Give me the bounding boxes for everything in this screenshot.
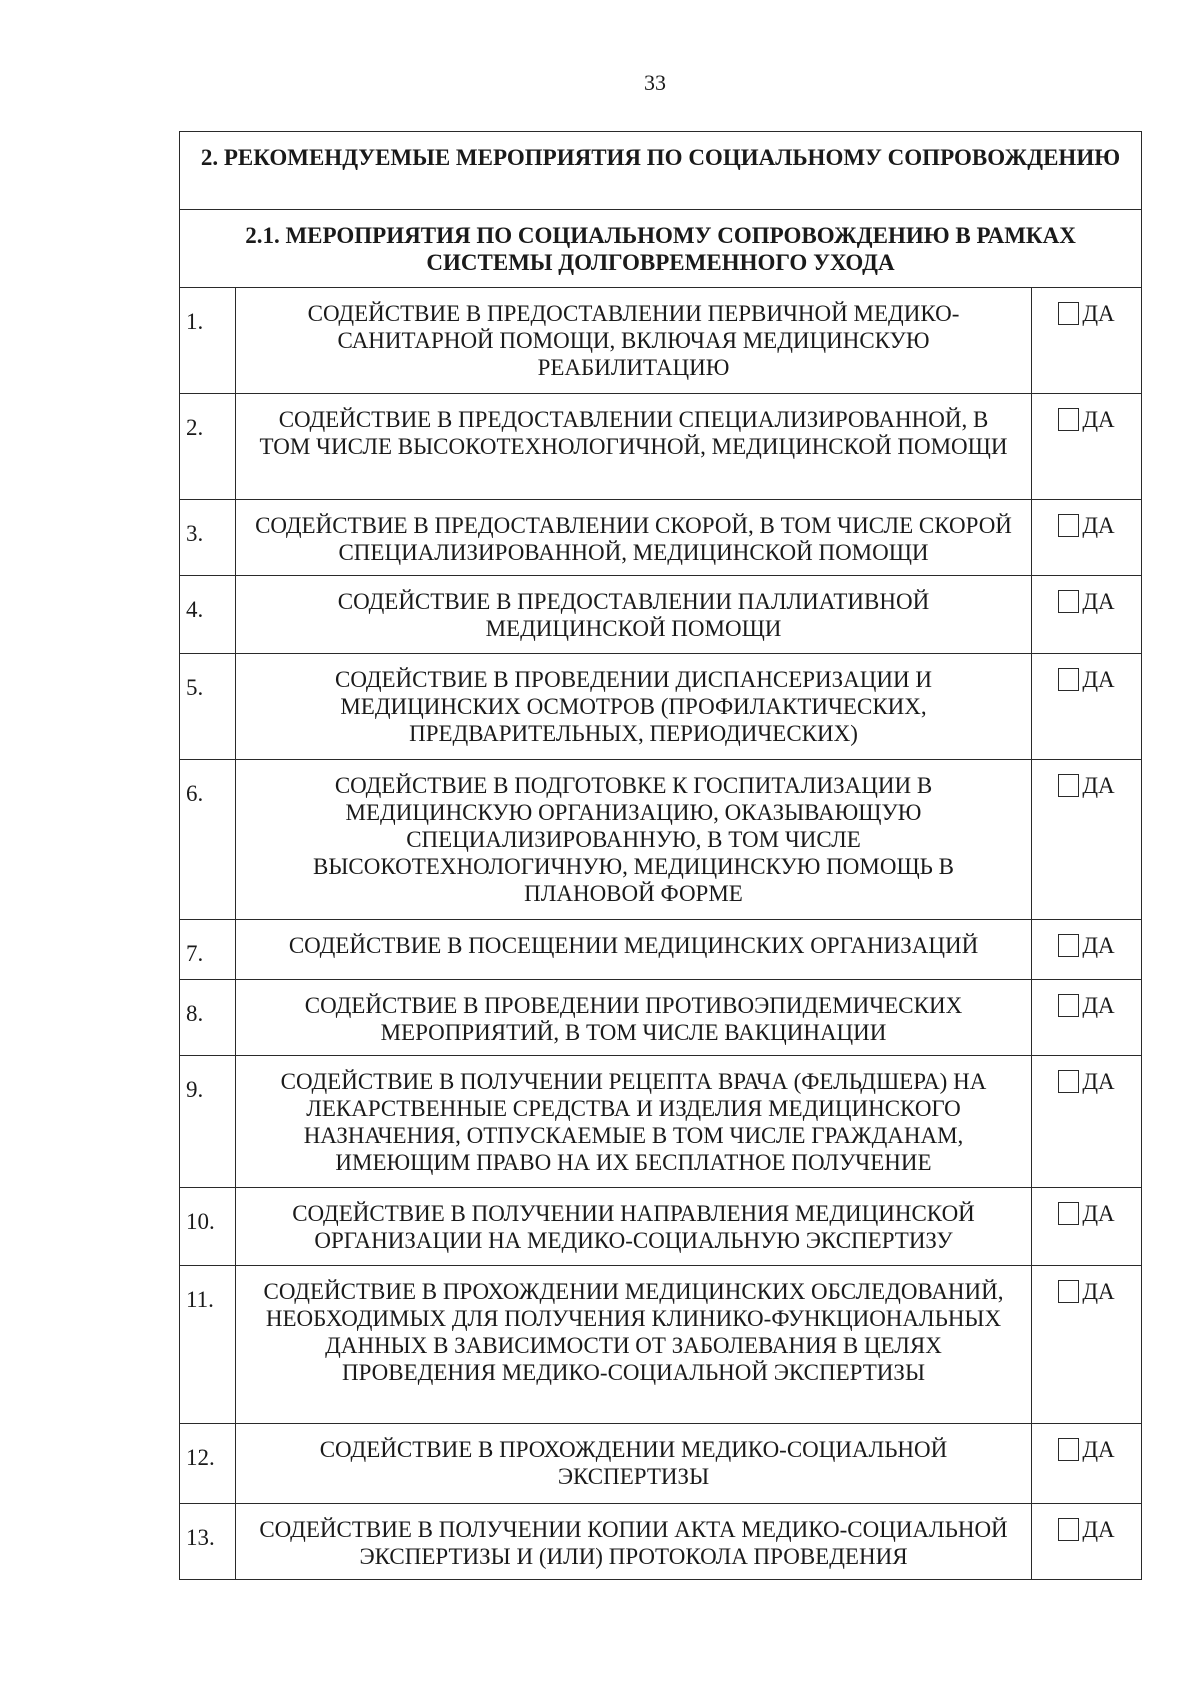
- yes-option[interactable]: [1032, 1436, 1141, 1463]
- item-number: 13.: [180, 1504, 236, 1580]
- item-text: СОДЕЙСТВИЕ В ПРОХОЖДЕНИИ МЕДИКО-СОЦИАЛЬНОЙ ЭКСПЕРТИЗЫ: [236, 1424, 1032, 1504]
- yes-option[interactable]: [1032, 300, 1141, 327]
- item-number: 6.: [180, 760, 236, 920]
- yes-option[interactable]: [1032, 1516, 1141, 1543]
- yes-label: ДА: [1082, 1437, 1115, 1462]
- item-number: 10.: [180, 1188, 236, 1266]
- yes-checkbox[interactable]: [1058, 1518, 1079, 1541]
- yes-option[interactable]: [1032, 992, 1141, 1019]
- item-text: СОДЕЙСТВИЕ В ПОДГОТОВКЕ К ГОСПИТАЛИЗАЦИИ В МЕДИЦИНСКУЮ ОРГАНИЗАЦИЮ, ОКАЗЫВАЮЩУЮ СПЕЦИАЛИЗИРОВАННУЮ, В ТОМ ЧИСЛЕ ВЫСОКОТЕХНОЛОГИЧНУЮ, МЕДИЦИНСКУЮ ПОМОЩЬ В ПЛАНОВОЙ ФОРМЕ: [236, 760, 1032, 920]
- item-answer-cell: [1032, 1056, 1142, 1188]
- item-answer-cell: [1032, 288, 1142, 394]
- item-number: 5.: [180, 654, 236, 760]
- table-row: [180, 654, 1142, 760]
- item-text: СОДЕЙСТВИЕ В ПОЛУЧЕНИИ КОПИИ АКТА МЕДИКО-СОЦИАЛЬНОЙ ЭКСПЕРТИЗЫ И (ИЛИ) ПРОТОКОЛА ПРОВЕДЕНИЯ: [236, 1504, 1032, 1580]
- item-text: СОДЕЙСТВИЕ В ПОЛУЧЕНИИ НАПРАВЛЕНИЯ МЕДИЦИНСКОЙ ОРГАНИЗАЦИИ НА МЕДИКО-СОЦИАЛЬНУЮ ЭКСПЕРТИЗУ: [236, 1188, 1032, 1266]
- yes-label: ДА: [1082, 667, 1115, 692]
- table-row: [180, 1424, 1142, 1504]
- yes-label: ДА: [1082, 301, 1115, 326]
- yes-checkbox[interactable]: [1058, 514, 1079, 537]
- yes-label: ДА: [1082, 1279, 1115, 1304]
- item-number: 9.: [180, 1056, 236, 1188]
- section-subtitle-row: [180, 210, 1142, 288]
- item-text: СОДЕЙСТВИЕ В ПОСЕЩЕНИИ МЕДИЦИНСКИХ ОРГАНИЗАЦИЙ: [236, 920, 1032, 980]
- table-row: [180, 1266, 1142, 1424]
- yes-option[interactable]: [1032, 932, 1141, 959]
- item-answer-cell: [1032, 394, 1142, 500]
- item-number: 7.: [180, 920, 236, 980]
- yes-checkbox[interactable]: [1058, 1070, 1079, 1093]
- item-answer-cell: [1032, 920, 1142, 980]
- yes-checkbox[interactable]: [1058, 1280, 1079, 1303]
- table-row: [180, 288, 1142, 394]
- yes-option[interactable]: [1032, 588, 1141, 615]
- yes-label: ДА: [1082, 933, 1115, 958]
- table-row: [180, 576, 1142, 654]
- yes-label: ДА: [1082, 993, 1115, 1018]
- measures-table: [179, 131, 1142, 1580]
- yes-label: ДА: [1082, 407, 1115, 432]
- yes-checkbox[interactable]: [1058, 590, 1079, 613]
- yes-label: ДА: [1082, 513, 1115, 538]
- item-number: 4.: [180, 576, 236, 654]
- table-row: [180, 1056, 1142, 1188]
- page-number: 33: [644, 70, 666, 95]
- yes-label: ДА: [1082, 1069, 1115, 1094]
- yes-checkbox[interactable]: [1058, 934, 1079, 957]
- item-text: СОДЕЙСТВИЕ В ПРЕДОСТАВЛЕНИИ ПАЛЛИАТИВНОЙ МЕДИЦИНСКОЙ ПОМОЩИ: [236, 576, 1032, 654]
- yes-checkbox[interactable]: [1058, 302, 1079, 325]
- item-text: СОДЕЙСТВИЕ В ПРОХОЖДЕНИИ МЕДИЦИНСКИХ ОБСЛЕДОВАНИЙ, НЕОБХОДИМЫХ ДЛЯ ПОЛУЧЕНИЯ КЛИНИКО-ФУНКЦИОНАЛЬНЫХ ДАННЫХ В ЗАВИСИМОСТИ ОТ ЗАБОЛЕВАНИЯ В ЦЕЛЯХ ПРОВЕДЕНИЯ МЕДИКО-СОЦИАЛЬНОЙ ЭКСПЕРТИЗЫ: [236, 1266, 1032, 1424]
- table-row: [180, 1188, 1142, 1266]
- item-number: 12.: [180, 1424, 236, 1504]
- item-number: 3.: [180, 500, 236, 576]
- yes-option[interactable]: [1032, 772, 1141, 799]
- yes-label: ДА: [1082, 1517, 1115, 1542]
- yes-checkbox[interactable]: [1058, 1438, 1079, 1461]
- yes-checkbox[interactable]: [1058, 774, 1079, 797]
- item-text: СОДЕЙСТВИЕ В ПРОВЕДЕНИИ ПРОТИВОЭПИДЕМИЧЕСКИХ МЕРОПРИЯТИЙ, В ТОМ ЧИСЛЕ ВАКЦИНАЦИИ: [236, 980, 1032, 1056]
- item-text: СОДЕЙСТВИЕ В ПРЕДОСТАВЛЕНИИ СКОРОЙ, В ТОМ ЧИСЛЕ СКОРОЙ СПЕЦИАЛИЗИРОВАННОЙ, МЕДИЦИНСКОЙ ПОМОЩИ: [236, 500, 1032, 576]
- item-text: СОДЕЙСТВИЕ В ПРЕДОСТАВЛЕНИИ СПЕЦИАЛИЗИРОВАННОЙ, В ТОМ ЧИСЛЕ ВЫСОКОТЕХНОЛОГИЧНОЙ, МЕДИЦИНСКОЙ ПОМОЩИ: [236, 394, 1032, 500]
- table-row: [180, 980, 1142, 1056]
- yes-checkbox[interactable]: [1058, 1202, 1079, 1225]
- yes-label: ДА: [1082, 1201, 1115, 1226]
- yes-label: ДА: [1082, 773, 1115, 798]
- item-answer-cell: [1032, 500, 1142, 576]
- item-text: СОДЕЙСТВИЕ В ПРОВЕДЕНИИ ДИСПАНСЕРИЗАЦИИ И МЕДИЦИНСКИХ ОСМОТРОВ (ПРОФИЛАКТИЧЕСКИХ, ПРЕДВАРИТЕЛЬНЫХ, ПЕРИОДИЧЕСКИХ): [236, 654, 1032, 760]
- table-row: [180, 920, 1142, 980]
- item-answer-cell: [1032, 760, 1142, 920]
- item-answer-cell: [1032, 654, 1142, 760]
- section-subtitle: 2.1. МЕРОПРИЯТИЯ ПО СОЦИАЛЬНОМУ СОПРОВОЖДЕНИЮ В РАМКАХ СИСТЕМЫ ДОЛГОВРЕМЕННОГО УХОДА: [180, 210, 1142, 288]
- item-number: 1.: [180, 288, 236, 394]
- table-row: [180, 500, 1142, 576]
- item-number: 11.: [180, 1266, 236, 1424]
- yes-option[interactable]: [1032, 512, 1141, 539]
- yes-checkbox[interactable]: [1058, 668, 1079, 691]
- item-number: 8.: [180, 980, 236, 1056]
- yes-option[interactable]: [1032, 1068, 1141, 1095]
- item-answer-cell: [1032, 576, 1142, 654]
- yes-option[interactable]: [1032, 1200, 1141, 1227]
- item-answer-cell: [1032, 1266, 1142, 1424]
- table-row: [180, 1504, 1142, 1580]
- table-row: [180, 760, 1142, 920]
- section-title: 2. РЕКОМЕНДУЕМЫЕ МЕРОПРИЯТИЯ ПО СОЦИАЛЬНОМУ СОПРОВОЖДЕНИЮ: [180, 132, 1142, 210]
- item-number: 2.: [180, 394, 236, 500]
- table-row: [180, 394, 1142, 500]
- item-text: СОДЕЙСТВИЕ В ПОЛУЧЕНИИ РЕЦЕПТА ВРАЧА (ФЕЛЬДШЕРА) НА ЛЕКАРСТВЕННЫЕ СРЕДСТВА И ИЗДЕЛИЯ МЕДИЦИНСКОГО НАЗНАЧЕНИЯ, ОТПУСКАЕМЫЕ В ТОМ ЧИСЛЕ ГРАЖДАНАМ, ИМЕЮЩИМ ПРАВО НА ИХ БЕСПЛАТНОЕ ПОЛУЧЕНИЕ: [236, 1056, 1032, 1188]
- yes-checkbox[interactable]: [1058, 408, 1079, 431]
- yes-option[interactable]: [1032, 666, 1141, 693]
- yes-checkbox[interactable]: [1058, 994, 1079, 1017]
- section-title-row: [180, 132, 1142, 210]
- item-answer-cell: [1032, 1424, 1142, 1504]
- yes-option[interactable]: [1032, 406, 1141, 433]
- item-text: СОДЕЙСТВИЕ В ПРЕДОСТАВЛЕНИИ ПЕРВИЧНОЙ МЕДИКО-САНИТАРНОЙ ПОМОЩИ, ВКЛЮЧАЯ МЕДИЦИНСКУЮ РЕАБИЛИТАЦИЮ: [236, 288, 1032, 394]
- item-answer-cell: [1032, 980, 1142, 1056]
- item-answer-cell: [1032, 1504, 1142, 1580]
- yes-label: ДА: [1082, 589, 1115, 614]
- yes-option[interactable]: [1032, 1278, 1141, 1305]
- item-answer-cell: [1032, 1188, 1142, 1266]
